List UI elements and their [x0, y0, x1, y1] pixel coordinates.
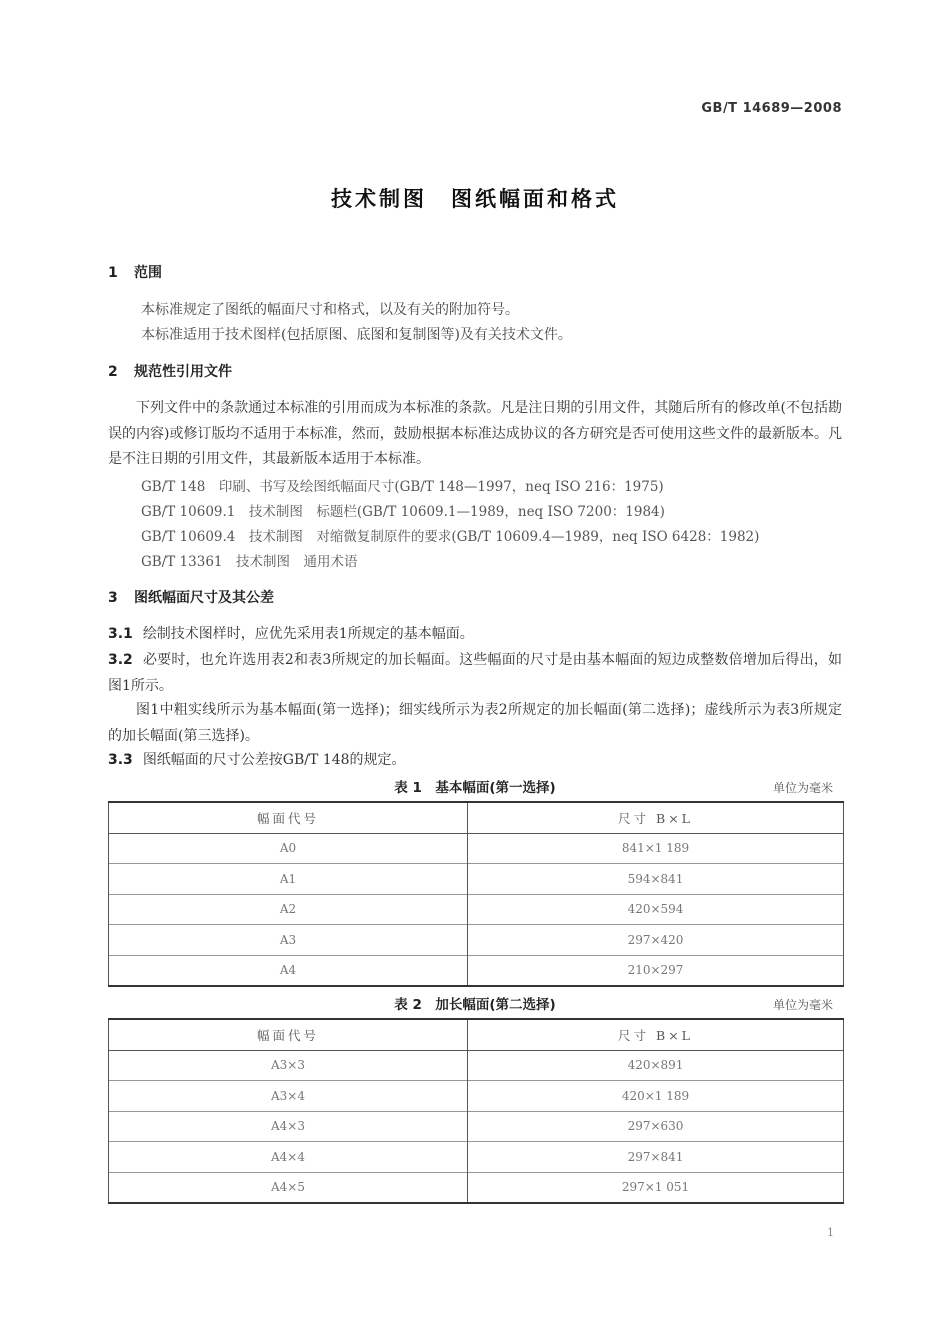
clause-text: 图纸幅面的尺寸公差按GB/T 148的规定。: [142, 752, 406, 768]
table-cell: 420×1 189: [468, 1081, 844, 1112]
section-1-paragraph: 本标准规定了图纸的幅面尺寸和格式，以及有关的附加符号。: [141, 302, 519, 318]
section-3-heading: [108, 587, 274, 607]
page-number: 1: [827, 1226, 834, 1239]
table-cell: A0: [109, 833, 468, 864]
table-1: [108, 801, 844, 987]
clause-3-1: [108, 622, 842, 648]
table-cell: A4×3: [109, 1111, 468, 1142]
normative-reference: GB/T 148 印刷、书写及绘图纸幅面尺寸(GB/T 148—1997，neq ISO 216：1975): [141, 479, 664, 495]
table-row: [109, 894, 844, 925]
section-1-paragraph: 本标准适用于技术图样(包括原图、底图和复制图等)及有关技术文件。: [141, 327, 572, 343]
clause-text: 绘制技术图样时，应优先采用表1所规定的基本幅面。: [142, 626, 474, 642]
section-1-heading: [108, 262, 162, 282]
clause-number: 3.2: [108, 652, 133, 668]
section-2-intro: 下列文件中的条款通过本标准的引用而成为本标准的条款。凡是注日期的引用文件，其随后所有的修改单(不包括勘误的内容)或修订版均不适用于本标准，然而，鼓励根据本标准达成协议的各方研究是否可使用这些文件的最新版本。凡是不注日期的引用文件，其最新版本适用于本标准。: [108, 400, 842, 467]
table-1-caption: 表 1 基本幅面(第一选择): [394, 780, 556, 796]
standard-number: GB/T 14689—2008: [701, 101, 842, 116]
table-1-unit: 单位为毫米: [772, 781, 833, 795]
table-cell: 210×297: [468, 955, 844, 986]
table-header-row: [109, 802, 844, 833]
column-header: 幅面代号: [109, 1019, 468, 1050]
table-row: [109, 955, 844, 986]
table-cell: 297×420: [468, 925, 844, 956]
clause-text: 图1中粗实线所示为基本幅面(第一选择)；细实线所示为表2所规定的加长幅面(第二选择)；虚线所示为表3所规定的加长幅面(第三选择)。: [108, 702, 842, 744]
table-cell: A4: [109, 955, 468, 986]
table-row: [109, 1111, 844, 1142]
normative-reference: GB/T 13361 技术制图 通用术语: [141, 554, 358, 570]
clause-number: 3.3: [108, 752, 133, 768]
table-cell: 297×1 051: [468, 1172, 844, 1203]
section-title: 图纸幅面尺寸及其公差: [134, 590, 274, 606]
column-header: 幅面代号: [109, 802, 468, 833]
normative-reference: GB/T 10609.1 技术制图 标题栏(GB/T 10609.1—1989，neq ISO 7200：1984): [141, 504, 665, 520]
clause-number: 3.1: [108, 626, 133, 642]
table-2-unit: 单位为毫米: [772, 998, 833, 1012]
table-row: [109, 1081, 844, 1112]
figure-1-description: [108, 698, 842, 749]
table-row: [109, 833, 844, 864]
table-2-caption: 表 2 加长幅面(第二选择): [394, 997, 556, 1013]
table-row: [109, 864, 844, 895]
section-2-heading: [108, 361, 232, 381]
section-title: 规范性引用文件: [134, 364, 232, 380]
table-header-row: [109, 1019, 844, 1050]
clause-3-3: [108, 748, 842, 774]
table-2: [108, 1018, 844, 1204]
table-cell: A3: [109, 925, 468, 956]
section-number: 3: [108, 590, 118, 606]
table-cell: 297×841: [468, 1142, 844, 1173]
table-cell: A2: [109, 894, 468, 925]
section-title: 范围: [134, 265, 162, 281]
table-row: [109, 1050, 844, 1081]
clause-text: 必要时，也允许选用表2和表3所规定的加长幅面。这些幅面的尺寸是由基本幅面的短边成整数倍增加后得出，如图1所示。: [108, 652, 842, 694]
table-cell: 841×1 189: [468, 833, 844, 864]
table-cell: 420×891: [468, 1050, 844, 1081]
table-cell: 297×630: [468, 1111, 844, 1142]
table-row: [109, 1142, 844, 1173]
normative-reference: GB/T 10609.4 技术制图 对缩微复制原件的要求(GB/T 10609.4—1989，neq ISO 6428：1982): [141, 529, 760, 545]
table-cell: A3×3: [109, 1050, 468, 1081]
table-row: [109, 925, 844, 956]
table-cell: A3×4: [109, 1081, 468, 1112]
table-cell: A4×4: [109, 1142, 468, 1173]
table-cell: 420×594: [468, 894, 844, 925]
table-cell: A1: [109, 864, 468, 895]
section-number: 2: [108, 364, 118, 380]
document-title: 技术制图 图纸幅面和格式: [331, 187, 619, 211]
table-cell: A4×5: [109, 1172, 468, 1203]
table-cell: 594×841: [468, 864, 844, 895]
clause-3-2: [108, 648, 842, 699]
table-row: [109, 1172, 844, 1203]
column-header: 尺寸 B×L: [468, 1019, 844, 1050]
section-number: 1: [108, 265, 118, 281]
column-header: 尺寸 B×L: [468, 802, 844, 833]
